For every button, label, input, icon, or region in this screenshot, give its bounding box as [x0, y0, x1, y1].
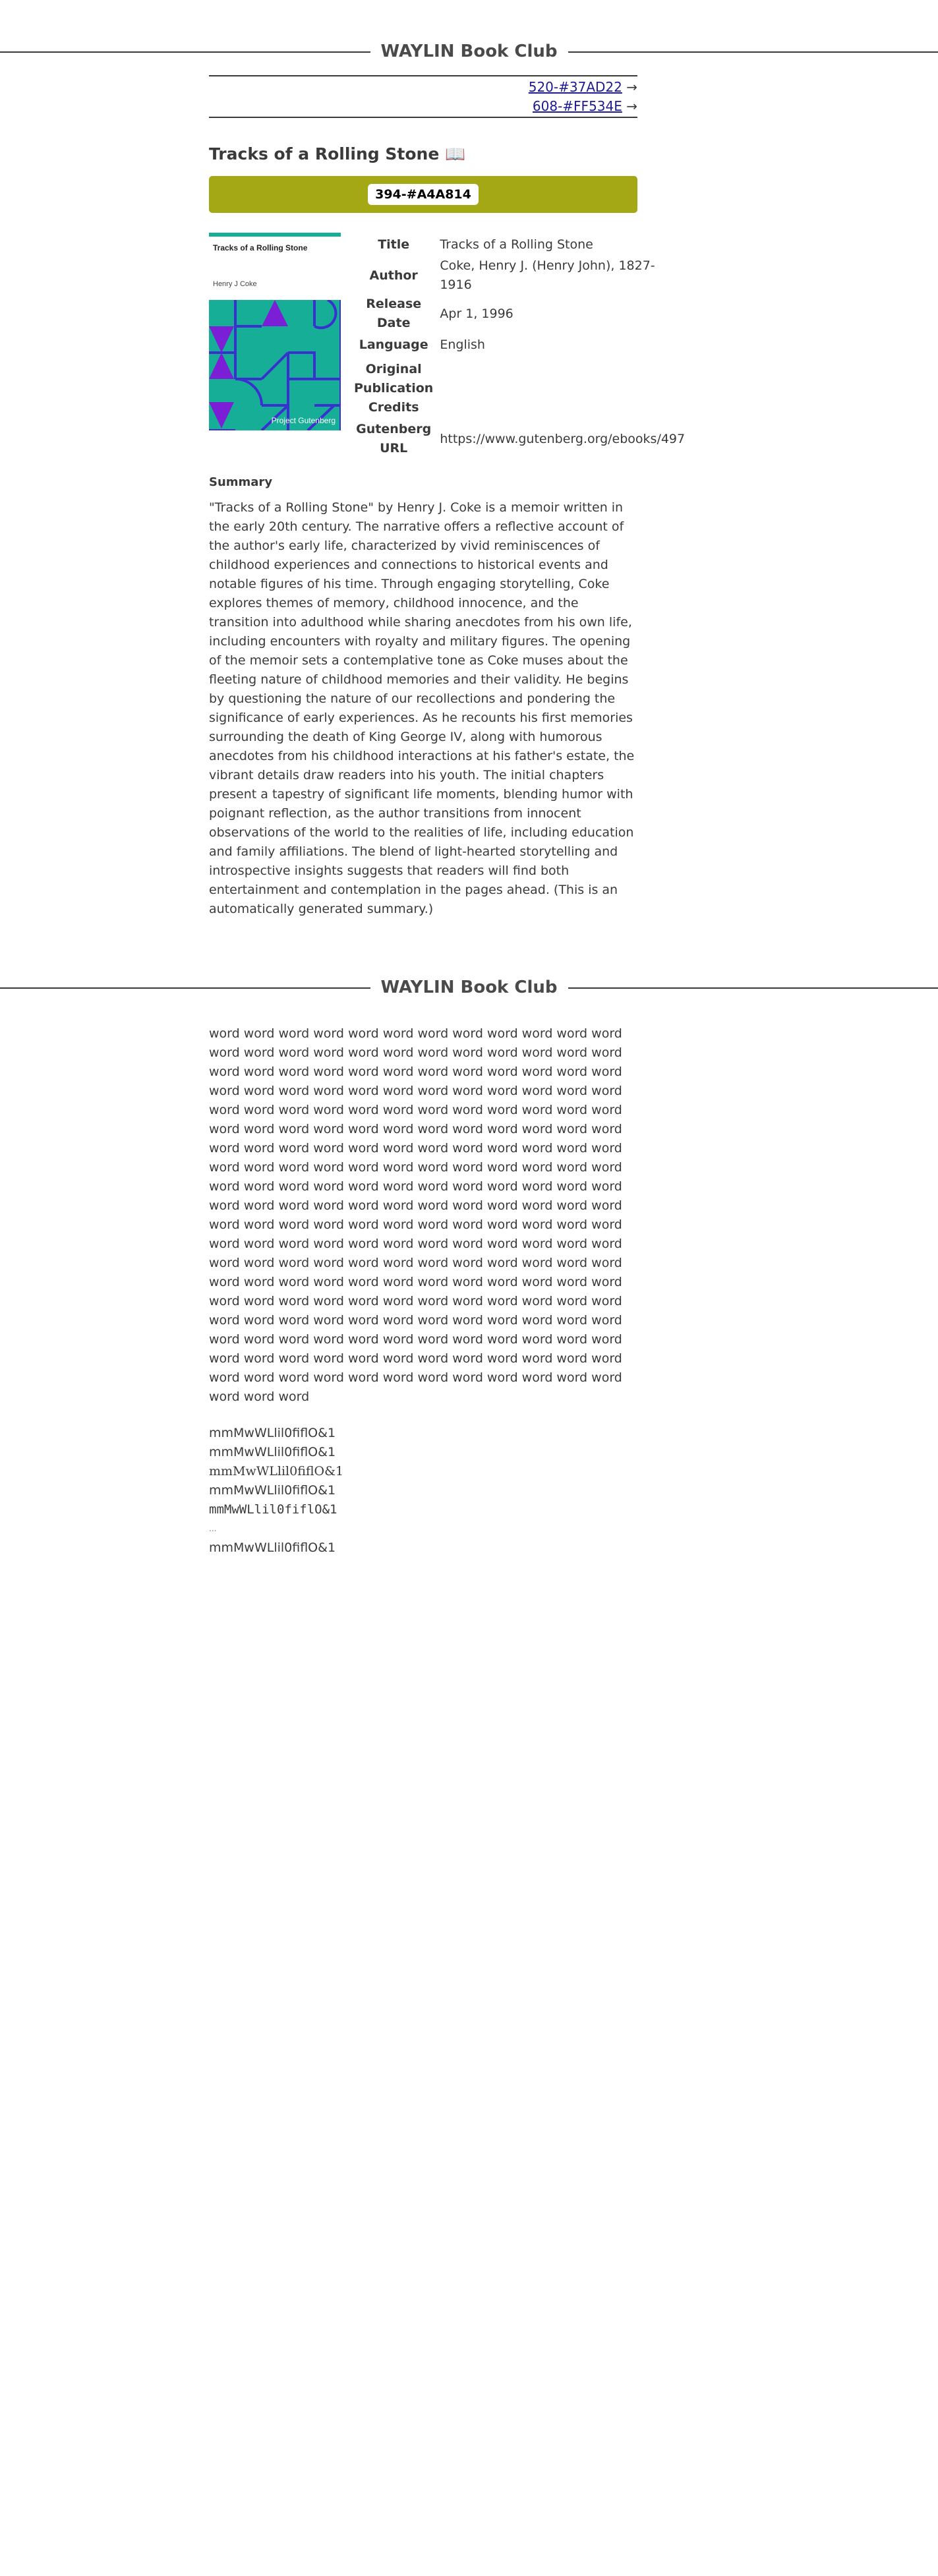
summary-heading: Summary — [209, 475, 273, 489]
arrow-right-icon: → — [626, 79, 637, 95]
site-title: WAYLIN Book Club — [370, 973, 568, 1002]
meta-value: Apr 1, 1996 — [440, 306, 513, 321]
font-samples — [209, 1424, 637, 1558]
nav-item — [209, 97, 637, 116]
meta-row-language — [354, 333, 685, 357]
font-sample: mmMwWLlil0fiflO&1 — [209, 1483, 336, 1498]
filler-paragraph: word word word word word word word word word word word word word word word word word word word word word word word word word word word word word word word word word word word word word word word word word word word word word word word word word word word word word word word word word word word word word word word word word word word word word word word word word word word word word word word word word word word word word word word word word word word word word word word word word word word word word word word word word word word word word word word word word word word word word word word word word word word word word word word word word word word word word word word word word word word word word word word word word word word word word word word word word word word word word word word word word word word word word word word word word word word word word word word word word word word word word word word word word word word word word word word word word word word word word word word word word word word word word word word word word word word word word word word word word word word word word word word word word word word word word word word — [209, 1026, 622, 1404]
cover-band — [209, 233, 341, 237]
nav-links — [209, 75, 637, 118]
arrow-right-icon: → — [626, 98, 637, 114]
meta-value: English — [440, 337, 485, 352]
nav-link-prev[interactable]: 520-#37AD22 — [528, 79, 622, 95]
color-badge: 394-#A4A814 — [368, 184, 479, 205]
site-title: WAYLIN Book Club — [370, 37, 568, 66]
meta-value: Tracks of a Rolling Stone — [440, 237, 593, 252]
meta-value: Coke, Henry J. (Henry John), 1827-1916 — [440, 258, 655, 292]
meta-row-release-date — [354, 295, 685, 333]
font-sample: mmMwWLlil0fiflO&1 — [209, 1464, 344, 1478]
meta-label: Language — [359, 337, 428, 352]
meta-label: Original Publication Credits — [354, 361, 434, 415]
cover-author: Henry J Coke — [213, 280, 257, 288]
meta-value: https://www.gutenberg.org/ebooks/497 — [440, 431, 686, 446]
meta-row-url — [354, 420, 685, 458]
summary-text: "Tracks of a Rolling Stone" by Henry J. Coke is a memoir written in the early 20th century. The narrative offers a reflective account of the author's early life, characterized by vivid reminiscences of childhood experiences and connections to historical events and notable figures of his time. Through engaging storytelling, Coke explores themes of memory, childhood innocence, and the transition into adulthood while sharing anecdotes from his own life, including encounters with royalty and military figures. The opening of the memoir sets a contemplative tone as Coke muses about the fleeting nature of childhood memories and their validity. He begins by questioning the nature of our recollections and pondering the significance of early experiences. As he recounts his first memories surrounding the death of King George IV, along with humorous anecdotes from his childhood interactions at his father's estate, the vibrant details draw readers into his youth. The initial chapters present a tapestry of significant life moments, blending humor with poignant reflection, as the author transitions from innocent observations of the world to the realities of life, including education and family affiliations. The blend of light-hearted storytelling and introspective insights suggests that readers will find both entertainment and contemplation in the pages ahead. (This is an automatically generated summary.) — [209, 500, 635, 916]
meta-label: Release Date — [366, 297, 422, 330]
meta-value — [440, 357, 685, 420]
color-banner — [209, 176, 637, 213]
font-sample: ... — [209, 1524, 217, 1533]
site-banner-footer — [0, 973, 938, 1002]
book-title: Tracks of a Rolling Stone 📖 — [209, 144, 466, 163]
font-sample: mmMwWLlil0fiflO&1 — [209, 1540, 336, 1555]
nav-item — [209, 78, 637, 97]
meta-label: Gutenberg URL — [356, 422, 432, 455]
book-metadata-table — [354, 233, 685, 458]
cover-pattern-image — [209, 300, 341, 430]
site-banner — [0, 37, 938, 66]
meta-label: Title — [378, 237, 410, 252]
cover-title: Tracks of a Rolling Stone — [213, 243, 308, 252]
meta-row-author — [354, 256, 685, 295]
font-sample: mmMwWLlil0fiflO&1 — [209, 1426, 336, 1440]
main-content — [209, 75, 686, 919]
meta-row-credits — [354, 357, 685, 420]
book-info — [209, 233, 686, 458]
nav-link-next[interactable]: 608-#FF534E — [532, 98, 622, 114]
filler-content — [209, 1024, 637, 1558]
meta-label: Author — [369, 268, 418, 283]
meta-row-title — [354, 233, 685, 256]
book-cover — [209, 233, 341, 430]
font-sample: mmMwWLlil0fiflO&1 — [209, 1502, 337, 1517]
cover-publisher: Project Gutenberg — [271, 416, 336, 425]
font-sample: mmMwWLlil0fiflO&1 — [209, 1445, 336, 1459]
